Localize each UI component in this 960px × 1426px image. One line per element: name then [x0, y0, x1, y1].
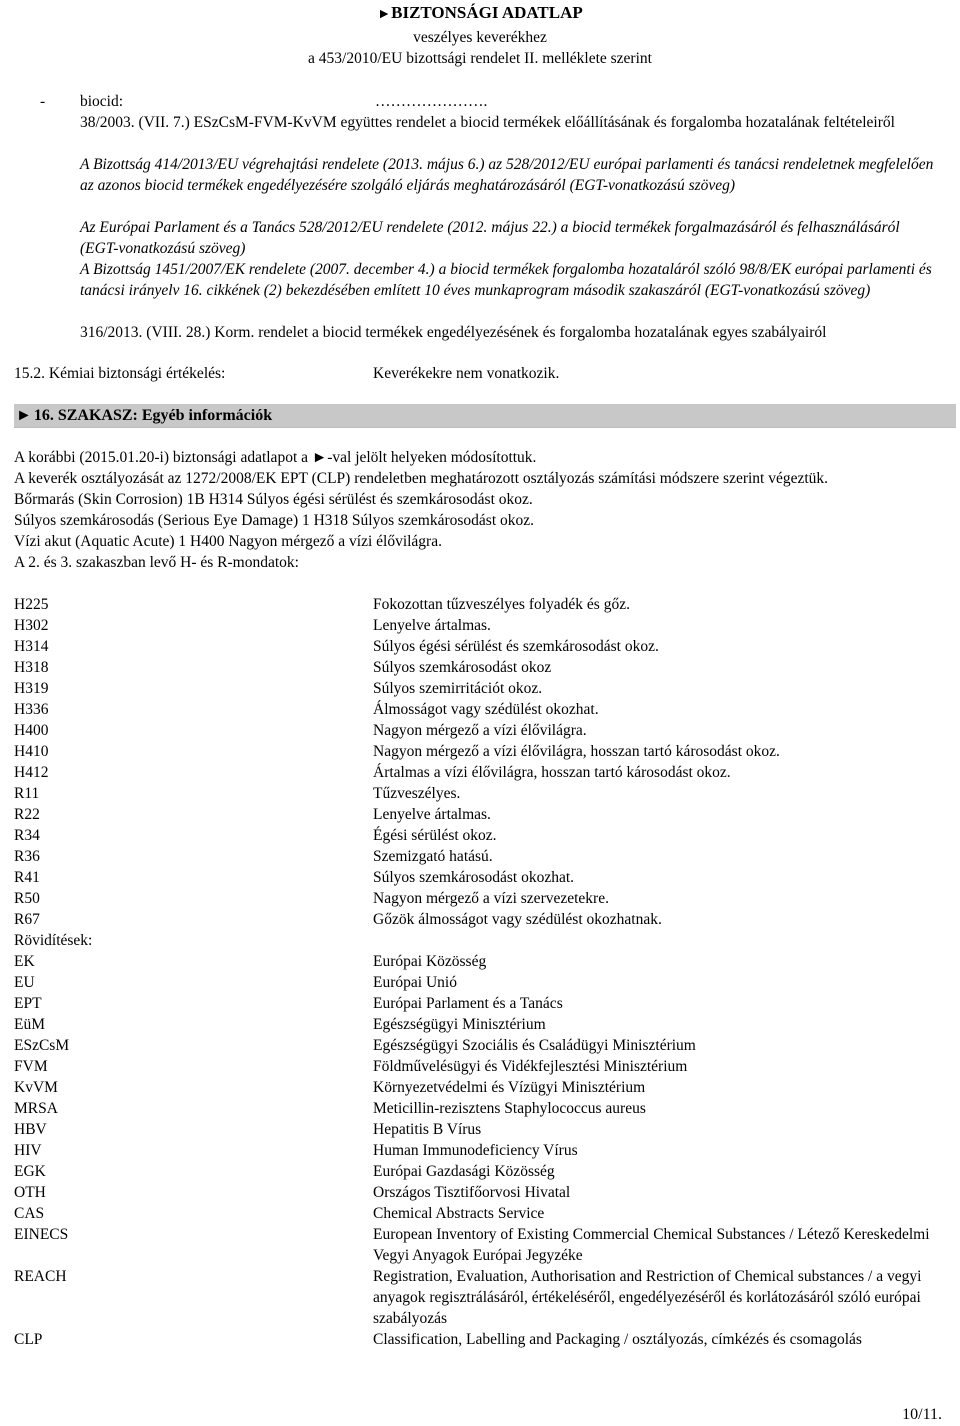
- abbrev-code: EGK: [14, 1163, 46, 1180]
- abbrev-code: EU: [14, 974, 35, 991]
- document-title: [0, 1, 960, 27]
- regulation-5: [80, 322, 940, 343]
- abbrev-text: Meticillin-rezisztens Staphylococcus aureus: [373, 1100, 646, 1117]
- abbrev-text: Országos Tisztifőorvosi Hivatal: [373, 1184, 571, 1201]
- phrase-text: Nagyon mérgező a vízi élővilágra.: [373, 722, 587, 739]
- phrase-text: Súlyos szemkárosodást okozhat.: [373, 869, 575, 886]
- biocid-label: biocid:: [80, 93, 124, 110]
- phrase-code: R11: [14, 785, 40, 802]
- list-item: [14, 615, 944, 636]
- abbrev-code: CAS: [14, 1205, 45, 1222]
- phrase-code: H302: [14, 617, 49, 634]
- phrase-text: Nagyon mérgező a vízi szervezetekre.: [373, 890, 609, 907]
- document-subtitle-2: a 453/2010/EU bizottsági rendelet II. melléklete szerint: [308, 50, 652, 67]
- phrase-text: Tűzveszélyes.: [373, 785, 461, 802]
- list-item: [14, 1203, 944, 1224]
- list-dash: -: [40, 93, 46, 110]
- phrase-code: H319: [14, 680, 49, 697]
- list-item: [14, 1035, 944, 1056]
- list-item: [14, 1161, 944, 1182]
- phrase-text: Nagyon mérgező a vízi élővilágra, hosszan tartó károsodást okoz.: [373, 743, 780, 760]
- phrase-text: Súlyos égési sérülést és szemkárosodást okoz.: [373, 638, 659, 655]
- list-item: [14, 804, 944, 825]
- list-item: [14, 1182, 944, 1203]
- biocid-heading: [40, 91, 940, 112]
- list-item: [14, 720, 944, 741]
- phrase-code: H318: [14, 659, 49, 676]
- list-item: [14, 1329, 944, 1371]
- phrase-code: H412: [14, 764, 49, 781]
- regulation-1: [80, 112, 940, 133]
- abbrev-text: Európai Közösség: [373, 953, 487, 970]
- abbrev-text: Egészségügyi Szociális és Családügyi Minisztérium: [373, 1037, 696, 1054]
- list-item: [14, 657, 944, 678]
- list-item: [14, 1056, 944, 1077]
- abbrev-text: Registration, Evaluation, Authorisation and Restriction of Chemical substances / a vegyi anyagok regisztrálásáról, értékeléséről, engedélyezéséről és korlátozásáról szóló európai szabályozás: [373, 1268, 922, 1327]
- info-phrases-heading: A 2. és 3. szakaszban levő H- és R-mondatok:: [14, 554, 299, 571]
- regulation-text: A Bizottság 1451/2007/EK rendelete (2007. december 4.) a biocid termékek forgalomba hozataláról szóló 98/8/EK európai parlamenti és tanácsi irányelv 16. cikkének (2) bekezdésében említett 10 éves munkaprogram második szakaszáról (EGT-vonatkozású szöveg): [80, 261, 932, 299]
- info-revision-note: A korábbi (2015.01.20-i) biztonsági adatlapot a ►-val jelölt helyeken módosítottuk.: [14, 449, 537, 466]
- list-item: [14, 1224, 944, 1266]
- list-item: [14, 993, 944, 1014]
- abbrev-text: Európai Unió: [373, 974, 457, 991]
- section-16-title: 16. SZAKASZ: Egyéb információk: [33, 407, 273, 424]
- abbreviations-title: Rövidítések:: [14, 932, 93, 949]
- abbrev-code: HIV: [14, 1142, 42, 1159]
- abbrev-text: Európai Gazdasági Közösség: [373, 1163, 555, 1180]
- phrase-text: Lenyelve ártalmas.: [373, 806, 491, 823]
- marker-arrow-icon: ►: [377, 7, 392, 22]
- info-aquatic-acute: Vízi akut (Aquatic Acute) 1 H400 Nagyon mérgező a vízi élővilágra.: [14, 533, 442, 550]
- document-title-text: BIZTONSÁGI ADATLAP: [391, 3, 583, 22]
- abbrev-text: European Inventory of Existing Commercial Chemical Substances / Létező Kereskedelmi Vegyi Anyagok Európai Jegyzéke: [373, 1226, 930, 1264]
- info-classification-note: A keverék osztályozását az 1272/2008/EK EPT (CLP) rendeletben meghatározott osztályozás számítási módszere szerint végeztük.: [14, 470, 829, 487]
- regulation-text: Az Európai Parlament és a Tanács 528/2012/EU rendelete (2012. május 22.) a biocid termékek forgalmazásáról és felhasználásáról (EGT-vonatkozású szöveg): [80, 219, 900, 257]
- phrase-text: Lenyelve ártalmas.: [373, 617, 491, 634]
- list-item: [14, 783, 944, 804]
- phrase-code: H336: [14, 701, 49, 718]
- list-item: [14, 1098, 944, 1119]
- phrase-text: Gőzök álmosságot vagy szédülést okozhatnak.: [373, 911, 662, 928]
- abbrev-text: Földművelésügyi és Vidékfejlesztési Minisztérium: [373, 1058, 688, 1075]
- phrase-text: Ártalmas a vízi élővilágra, hosszan tartó károsodást okoz.: [373, 764, 731, 781]
- list-item: [14, 951, 944, 972]
- biocid-dots: ………………….: [375, 93, 488, 110]
- phrase-text: Súlyos szemkárosodást okoz: [373, 659, 552, 676]
- list-item: [14, 909, 944, 930]
- phrase-text: Súlyos szemirritációt okoz.: [373, 680, 543, 697]
- section-15-2-value: Keverékekre nem vonatkozik.: [373, 365, 560, 382]
- abbrev-code: EüM: [14, 1016, 45, 1033]
- list-item: [14, 846, 944, 867]
- list-item: [14, 699, 944, 720]
- phrase-code: H400: [14, 722, 49, 739]
- phrase-code: R34: [14, 827, 40, 844]
- abbrev-text: Classification, Labelling and Packaging / osztályozás, címkézés és csomagolás: [373, 1331, 862, 1348]
- regulation-2: [80, 154, 940, 196]
- abbrev-code: FVM: [14, 1058, 48, 1075]
- section-15-2: [14, 363, 944, 384]
- list-item: [14, 1119, 944, 1140]
- phrase-code: H314: [14, 638, 49, 655]
- regulation-text: 38/2003. (VII. 7.) ESzCsM-FVM-KvVM együttes rendelet a biocid termékek előállításának és forgalomba hozatalának feltételeiről: [80, 114, 895, 131]
- regulation-text: 316/2013. (VIII. 28.) Korm. rendelet a biocid termékek engedélyezésének és forgalomba hozatalának egyes szabályairól: [80, 324, 827, 341]
- abbrev-code: MRSA: [14, 1100, 58, 1117]
- phrase-code: R50: [14, 890, 40, 907]
- section-15-2-label: 15.2. Kémiai biztonsági értékelés:: [14, 365, 226, 382]
- abbrev-code: REACH: [14, 1268, 67, 1285]
- abbrev-code: EK: [14, 953, 35, 970]
- list-item: [14, 762, 944, 783]
- abbrev-code: EPT: [14, 995, 42, 1012]
- list-item: [14, 636, 944, 657]
- list-item: [14, 741, 944, 762]
- abbreviations-heading: [14, 930, 944, 951]
- phrase-text: Fokozottan tűzveszélyes folyadék és gőz.: [373, 596, 630, 613]
- page-number: 10/11.: [902, 1406, 942, 1423]
- list-item: [14, 1014, 944, 1035]
- info-skin-corrosion: Bőrmarás (Skin Corrosion) 1B H314 Súlyos égési sérülést és szemkárosodást okoz.: [14, 491, 533, 508]
- phrase-code: R36: [14, 848, 40, 865]
- regulation-3: [80, 217, 940, 259]
- abbrev-text: Európai Parlament és a Tanács: [373, 995, 563, 1012]
- section-16-header: [14, 404, 956, 428]
- phrase-code: H410: [14, 743, 49, 760]
- abbrev-code: OTH: [14, 1184, 46, 1201]
- list-item: [14, 825, 944, 846]
- abbrev-code: KvVM: [14, 1079, 58, 1096]
- abbrev-text: Hepatitis B Vírus: [373, 1121, 482, 1138]
- info-eye-damage: Súlyos szemkárosodás (Serious Eye Damage) 1 H318 Súlyos szemkárosodást okoz.: [14, 512, 535, 529]
- phrases-list: [14, 594, 944, 1371]
- abbrev-text: Human Immunodeficiency Vírus: [373, 1142, 578, 1159]
- abbrev-text: Egészségügyi Minisztérium: [373, 1016, 546, 1033]
- list-item: [14, 594, 944, 615]
- abbrev-code: EINECS: [14, 1226, 69, 1243]
- phrase-text: Szemizgató hatású.: [373, 848, 493, 865]
- section-16-info: [14, 447, 944, 573]
- phrase-code: R41: [14, 869, 40, 886]
- list-item: [14, 1266, 944, 1329]
- list-item: [14, 972, 944, 993]
- phrase-text: Égési sérülést okoz.: [373, 827, 497, 844]
- phrase-text: Álmosságot vagy szédülést okozhat.: [373, 701, 599, 718]
- list-item: [14, 867, 944, 888]
- phrase-code: H225: [14, 596, 49, 613]
- abbrev-code: CLP: [14, 1331, 43, 1348]
- list-item: [14, 678, 944, 699]
- regulation-4: [80, 259, 940, 301]
- list-item: [14, 1077, 944, 1098]
- list-item: [14, 1140, 944, 1161]
- regulation-text: A Bizottság 414/2013/EU végrehajtási rendelete (2013. május 6.) az 528/2012/EU európai parlamenti és tanácsi rendeletnek megfelelően az azonos biocid termékek engedélyezésére szolgáló eljárás meghatározásáról (EGT-vonatkozású szöveg): [80, 156, 934, 194]
- phrase-code: R67: [14, 911, 40, 928]
- document-subtitle-1: veszélyes keverékhez: [413, 29, 547, 46]
- phrase-code: R22: [14, 806, 40, 823]
- marker-arrow-icon: ►: [16, 407, 32, 424]
- abbrev-text: Chemical Abstracts Service: [373, 1205, 545, 1222]
- document-header: [0, 0, 960, 69]
- abbrev-code: ESzCsM: [14, 1037, 70, 1054]
- abbrev-text: Környezetvédelmi és Vízügyi Minisztérium: [373, 1079, 646, 1096]
- abbrev-code: HBV: [14, 1121, 47, 1138]
- list-item: [14, 888, 944, 909]
